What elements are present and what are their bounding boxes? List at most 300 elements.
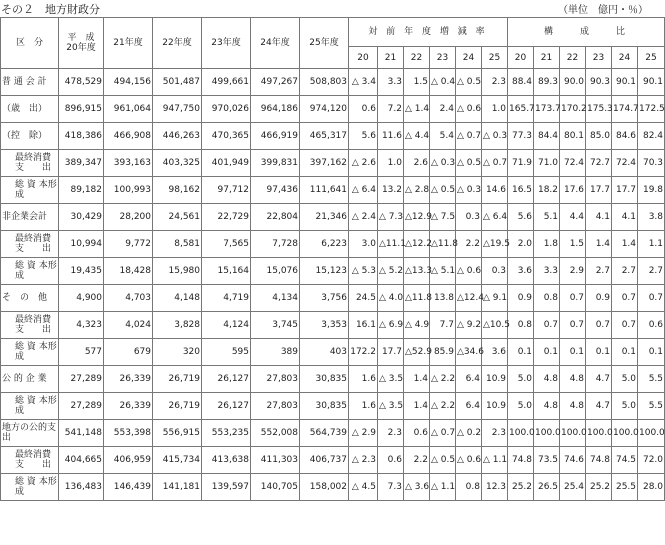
change-cell: △ 1.1 [430, 474, 456, 501]
ratio-cell: 100.0 [612, 420, 638, 447]
value-cell: 136,483 [59, 474, 104, 501]
change-cell: 2.3 [482, 69, 508, 96]
value-cell: 508,803 [300, 69, 349, 96]
ratio-cell: 0.1 [508, 339, 534, 366]
change-cell: 2.3 [378, 420, 404, 447]
value-cell: 15,076 [251, 258, 300, 285]
ratio-cell: 173.7 [534, 96, 560, 123]
ratio-cell: 19.8 [638, 177, 665, 204]
value-cell: 97,436 [251, 177, 300, 204]
value-cell: 564,739 [300, 420, 349, 447]
change-cell: △ 3.5 [378, 393, 404, 420]
ratio-cell: 100.0 [560, 420, 586, 447]
change-cell: △13.3 [404, 258, 430, 285]
row-label: 普 通 会 計 [1, 69, 59, 96]
change-cell: 0.6 [404, 420, 430, 447]
table-row [1, 258, 665, 285]
ratio-cell: 3.8 [638, 204, 665, 231]
value-cell: 7,728 [251, 231, 300, 258]
row-label: そ の 他 [1, 285, 59, 312]
value-cell: 30,835 [300, 366, 349, 393]
ratio-cell: 2.9 [560, 258, 586, 285]
ratio-cell: 0.1 [534, 339, 560, 366]
value-cell: 964,186 [251, 96, 300, 123]
ratio-cell: 90.0 [560, 69, 586, 96]
value-cell: 466,908 [104, 123, 153, 150]
ratio-cell: 72.4 [560, 150, 586, 177]
value-cell: 413,638 [202, 447, 251, 474]
header-ratio-year: 24 [612, 47, 638, 69]
value-cell: 6,223 [300, 231, 349, 258]
value-cell: 4,124 [202, 312, 251, 339]
change-cell: △ 0.3 [482, 123, 508, 150]
value-cell: 100,993 [104, 177, 153, 204]
value-cell: 974,120 [300, 96, 349, 123]
value-cell: 19,435 [59, 258, 104, 285]
header-ratio-year: 23 [586, 47, 612, 69]
value-cell: 140,705 [251, 474, 300, 501]
change-cell: △ 6.9 [378, 312, 404, 339]
value-cell: 4,900 [59, 285, 104, 312]
ratio-cell: 89.3 [534, 69, 560, 96]
ratio-cell: 5.0 [612, 393, 638, 420]
header-change-year: 25 [482, 47, 508, 69]
change-cell: △ 2.8 [404, 177, 430, 204]
header-ratio-group: 構 成 比 [508, 18, 665, 47]
change-cell: △ 0.7 [456, 123, 482, 150]
change-cell: △11.8 [404, 285, 430, 312]
ratio-cell: 25.2 [586, 474, 612, 501]
ratio-cell: 74.5 [612, 447, 638, 474]
header-year: 平 成 20年度 [59, 18, 104, 69]
ratio-cell: 0.7 [638, 285, 665, 312]
value-cell: 15,980 [153, 258, 202, 285]
change-cell: 1.6 [349, 366, 378, 393]
value-cell: 403,325 [153, 150, 202, 177]
ratio-cell: 2.7 [638, 258, 665, 285]
change-cell: △52.9 [404, 339, 430, 366]
change-cell: △ 1.4 [404, 96, 430, 123]
value-cell: 26,719 [153, 366, 202, 393]
row-label: 最終消費支 出 [1, 447, 59, 474]
change-cell: 12.3 [482, 474, 508, 501]
ratio-cell: 0.1 [586, 339, 612, 366]
value-cell: 411,303 [251, 447, 300, 474]
ratio-cell: 77.3 [508, 123, 534, 150]
change-cell: △ 4.0 [378, 285, 404, 312]
ratio-cell: 3.3 [534, 258, 560, 285]
ratio-cell: 72.7 [586, 150, 612, 177]
value-cell: 320 [153, 339, 202, 366]
change-cell: △ 4.4 [404, 123, 430, 150]
change-cell: △ 5.1 [430, 258, 456, 285]
change-cell: △ 2.6 [349, 150, 378, 177]
change-cell: 1.4 [404, 366, 430, 393]
value-cell: 403 [300, 339, 349, 366]
header-change-year: 23 [430, 47, 456, 69]
table-row [1, 123, 665, 150]
ratio-cell: 0.9 [586, 285, 612, 312]
change-cell: 172.2 [349, 339, 378, 366]
value-cell: 970,026 [202, 96, 251, 123]
ratio-cell: 73.5 [534, 447, 560, 474]
ratio-cell: 26.5 [534, 474, 560, 501]
ratio-cell: 0.8 [534, 285, 560, 312]
ratio-cell: 5.0 [612, 366, 638, 393]
value-cell: 415,734 [153, 447, 202, 474]
change-cell: 2.3 [482, 420, 508, 447]
ratio-cell: 18.2 [534, 177, 560, 204]
table-row [1, 474, 665, 501]
row-label: 非企業会計 [1, 204, 59, 231]
header-year: 22年度 [153, 18, 202, 69]
value-cell: 470,365 [202, 123, 251, 150]
value-cell: 553,398 [104, 420, 153, 447]
value-cell: 494,156 [104, 69, 153, 96]
ratio-cell: 1.8 [534, 231, 560, 258]
ratio-cell: 100.0 [508, 420, 534, 447]
header-change-group: 対 前 年 度 増 減 率 [349, 18, 508, 47]
change-cell: 1.6 [349, 393, 378, 420]
table-row [1, 231, 665, 258]
value-cell: 27,803 [251, 366, 300, 393]
row-label: 総 資 本形 成 [1, 339, 59, 366]
table-row [1, 69, 665, 96]
table-row [1, 150, 665, 177]
header-year: 21年度 [104, 18, 153, 69]
ratio-cell: 5.6 [508, 204, 534, 231]
change-cell: △ 6.4 [482, 204, 508, 231]
ratio-cell: 4.4 [560, 204, 586, 231]
ratio-cell: 100.0 [586, 420, 612, 447]
change-cell: 11.6 [378, 123, 404, 150]
change-cell: 0.6 [378, 447, 404, 474]
ratio-cell: 25.4 [560, 474, 586, 501]
change-cell: △ 0.2 [456, 420, 482, 447]
change-cell: △ 2.2 [430, 366, 456, 393]
ratio-cell: 1.4 [586, 231, 612, 258]
header-change-year: 21 [378, 47, 404, 69]
header-change-year: 22 [404, 47, 430, 69]
change-cell: △ 9.1 [482, 285, 508, 312]
change-cell: 2.4 [430, 96, 456, 123]
change-cell: △ 4.5 [349, 474, 378, 501]
value-cell: 389,347 [59, 150, 104, 177]
ratio-cell: 174.7 [612, 96, 638, 123]
value-cell: 3,745 [251, 312, 300, 339]
change-cell: △ 0.5 [456, 150, 482, 177]
change-cell: △ 3.4 [349, 69, 378, 96]
ratio-cell: 5.1 [534, 204, 560, 231]
value-cell: 27,803 [251, 393, 300, 420]
value-cell: 389 [251, 339, 300, 366]
ratio-cell: 0.1 [638, 339, 665, 366]
change-cell: 0.3 [456, 204, 482, 231]
change-cell: 3.6 [482, 339, 508, 366]
value-cell: 4,134 [251, 285, 300, 312]
ratio-cell: 4.8 [560, 393, 586, 420]
table-row [1, 96, 665, 123]
table-row [1, 447, 665, 474]
change-cell: △ 0.6 [456, 447, 482, 474]
value-cell: 27,289 [59, 393, 104, 420]
change-cell: △ 0.3 [430, 150, 456, 177]
value-cell: 465,317 [300, 123, 349, 150]
change-cell: 16.1 [349, 312, 378, 339]
value-cell: 22,804 [251, 204, 300, 231]
change-cell: 7.7 [430, 312, 456, 339]
header-year: 25年度 [300, 18, 349, 69]
change-cell: 6.4 [456, 393, 482, 420]
value-cell: 111,641 [300, 177, 349, 204]
value-cell: 896,915 [59, 96, 104, 123]
ratio-cell: 4.7 [586, 366, 612, 393]
value-cell: 947,750 [153, 96, 202, 123]
change-cell: △ 2.9 [349, 420, 378, 447]
ratio-cell: 90.1 [638, 69, 665, 96]
value-cell: 3,828 [153, 312, 202, 339]
ratio-cell: 74.8 [586, 447, 612, 474]
ratio-cell: 17.6 [560, 177, 586, 204]
table-row [1, 420, 665, 447]
change-cell: △12.9 [404, 204, 430, 231]
change-cell: 0.6 [349, 96, 378, 123]
ratio-cell: 85.0 [586, 123, 612, 150]
ratio-cell: 165.7 [508, 96, 534, 123]
value-cell: 406,959 [104, 447, 153, 474]
change-cell: △ 0.5 [430, 447, 456, 474]
value-cell: 553,235 [202, 420, 251, 447]
local-finance-table [0, 17, 665, 501]
ratio-cell: 84.6 [612, 123, 638, 150]
value-cell: 595 [202, 339, 251, 366]
change-cell: 6.4 [456, 366, 482, 393]
ratio-cell: 4.8 [534, 366, 560, 393]
header-change-year: 20 [349, 47, 378, 69]
table-body [1, 69, 665, 501]
change-cell: 0.3 [482, 258, 508, 285]
change-cell: △ 1.1 [482, 447, 508, 474]
ratio-cell: 4.8 [560, 366, 586, 393]
change-cell: △ 6.4 [349, 177, 378, 204]
value-cell: 9,772 [104, 231, 153, 258]
value-cell: 501,487 [153, 69, 202, 96]
value-cell: 406,737 [300, 447, 349, 474]
ratio-cell: 0.7 [534, 312, 560, 339]
change-cell: △ 0.5 [430, 177, 456, 204]
value-cell: 3,353 [300, 312, 349, 339]
ratio-cell: 0.1 [560, 339, 586, 366]
change-cell: 3.0 [349, 231, 378, 258]
value-cell: 141,181 [153, 474, 202, 501]
ratio-cell: 25.2 [508, 474, 534, 501]
change-cell: 3.3 [378, 69, 404, 96]
value-cell: 10,994 [59, 231, 104, 258]
change-cell: △ 0.7 [430, 420, 456, 447]
header-year: 24年度 [251, 18, 300, 69]
change-cell: △ 9.2 [456, 312, 482, 339]
change-cell: 2.2 [456, 231, 482, 258]
value-cell: 401,949 [202, 150, 251, 177]
row-label: （歳 出） [1, 96, 59, 123]
ratio-cell: 100.0 [534, 420, 560, 447]
change-cell: △ 0.6 [456, 258, 482, 285]
ratio-cell: 0.9 [508, 285, 534, 312]
change-cell: △10.5 [482, 312, 508, 339]
change-cell: △19.5 [482, 231, 508, 258]
unit-note: （単位 億円・％） [558, 5, 648, 16]
ratio-cell: 0.8 [508, 312, 534, 339]
value-cell: 97,712 [202, 177, 251, 204]
value-cell: 393,163 [104, 150, 153, 177]
change-cell: 13.8 [430, 285, 456, 312]
ratio-cell: 2.7 [586, 258, 612, 285]
row-label: （控 除） [1, 123, 59, 150]
change-cell: △ 3.5 [378, 366, 404, 393]
header-year: 23年度 [202, 18, 251, 69]
change-cell: △ 2.4 [349, 204, 378, 231]
change-cell: 2.2 [404, 447, 430, 474]
ratio-cell: 80.1 [560, 123, 586, 150]
ratio-cell: 3.6 [508, 258, 534, 285]
table-row [1, 312, 665, 339]
value-cell: 15,123 [300, 258, 349, 285]
ratio-cell: 90.1 [612, 69, 638, 96]
change-cell: 10.9 [482, 393, 508, 420]
ratio-cell: 4.1 [586, 204, 612, 231]
change-cell: 24.5 [349, 285, 378, 312]
change-cell: 5.6 [349, 123, 378, 150]
ratio-cell: 170.2 [560, 96, 586, 123]
value-cell: 3,756 [300, 285, 349, 312]
change-cell: △ 0.6 [456, 96, 482, 123]
ratio-cell: 0.7 [612, 285, 638, 312]
row-label: 最終消費支 出 [1, 150, 59, 177]
row-label: 総 資 本形 成 [1, 258, 59, 285]
change-cell: 85.9 [430, 339, 456, 366]
value-cell: 26,127 [202, 393, 251, 420]
ratio-cell: 2.0 [508, 231, 534, 258]
ratio-cell: 172.5 [638, 96, 665, 123]
value-cell: 577 [59, 339, 104, 366]
header-ratio-year: 21 [534, 47, 560, 69]
value-cell: 146,439 [104, 474, 153, 501]
page-title: その２ 地方財政分 [1, 3, 100, 16]
change-cell: △ 0.7 [482, 150, 508, 177]
change-cell: 17.7 [378, 339, 404, 366]
ratio-cell: 4.8 [534, 393, 560, 420]
table-row [1, 366, 665, 393]
row-label: 最終消費支 出 [1, 231, 59, 258]
ratio-cell: 0.7 [560, 285, 586, 312]
table-row [1, 393, 665, 420]
value-cell: 541,148 [59, 420, 104, 447]
change-cell: △11.8 [430, 231, 456, 258]
value-cell: 4,024 [104, 312, 153, 339]
change-cell: △ 7.5 [430, 204, 456, 231]
value-cell: 8,581 [153, 231, 202, 258]
ratio-cell: 5.0 [508, 366, 534, 393]
value-cell: 30,429 [59, 204, 104, 231]
value-cell: 18,428 [104, 258, 153, 285]
change-cell: △ 2.3 [349, 447, 378, 474]
change-cell: △ 3.6 [404, 474, 430, 501]
ratio-cell: 72.0 [638, 447, 665, 474]
change-cell: △34.6 [456, 339, 482, 366]
value-cell: 497,267 [251, 69, 300, 96]
value-cell: 4,703 [104, 285, 153, 312]
change-cell: △ 5.2 [378, 258, 404, 285]
ratio-cell: 5.5 [638, 393, 665, 420]
change-cell: 1.0 [482, 96, 508, 123]
ratio-cell: 0.1 [612, 339, 638, 366]
value-cell: 418,386 [59, 123, 104, 150]
ratio-cell: 4.7 [586, 393, 612, 420]
ratio-cell: 88.4 [508, 69, 534, 96]
ratio-cell: 2.7 [612, 258, 638, 285]
table-row [1, 204, 665, 231]
value-cell: 556,915 [153, 420, 202, 447]
value-cell: 30,835 [300, 393, 349, 420]
value-cell: 21,346 [300, 204, 349, 231]
change-cell: △11.1 [378, 231, 404, 258]
row-label: 最終消費支 出 [1, 312, 59, 339]
ratio-cell: 28.0 [638, 474, 665, 501]
value-cell: 158,002 [300, 474, 349, 501]
ratio-cell: 90.3 [586, 69, 612, 96]
change-cell: △ 7.3 [378, 204, 404, 231]
change-cell: △ 0.5 [456, 69, 482, 96]
change-cell: 7.3 [378, 474, 404, 501]
header-category: 区 分 [1, 18, 59, 69]
ratio-cell: 0.7 [560, 312, 586, 339]
ratio-cell: 1.4 [612, 231, 638, 258]
ratio-cell: 70.3 [638, 150, 665, 177]
ratio-cell: 16.5 [508, 177, 534, 204]
ratio-cell: 72.4 [612, 150, 638, 177]
value-cell: 26,339 [104, 366, 153, 393]
value-cell: 552,008 [251, 420, 300, 447]
header-change-year: 24 [456, 47, 482, 69]
ratio-cell: 100.0 [638, 420, 665, 447]
change-cell: 5.4 [430, 123, 456, 150]
value-cell: 22,729 [202, 204, 251, 231]
row-label: 総 資 本形 成 [1, 393, 59, 420]
value-cell: 478,529 [59, 69, 104, 96]
change-cell: △ 0.4 [430, 69, 456, 96]
value-cell: 139,597 [202, 474, 251, 501]
ratio-cell: 17.7 [612, 177, 638, 204]
ratio-cell: 74.6 [560, 447, 586, 474]
value-cell: 24,561 [153, 204, 202, 231]
change-cell: 2.6 [404, 150, 430, 177]
value-cell: 15,164 [202, 258, 251, 285]
ratio-cell: 4.1 [612, 204, 638, 231]
value-cell: 4,323 [59, 312, 104, 339]
header-ratio-year: 22 [560, 47, 586, 69]
ratio-cell: 74.8 [508, 447, 534, 474]
change-cell: 10.9 [482, 366, 508, 393]
table-row [1, 177, 665, 204]
change-cell: △ 2.2 [430, 393, 456, 420]
ratio-cell: 0.7 [586, 312, 612, 339]
value-cell: 89,182 [59, 177, 104, 204]
value-cell: 28,200 [104, 204, 153, 231]
table-row [1, 339, 665, 366]
header-ratio-year: 25 [638, 47, 665, 69]
change-cell: 1.4 [404, 393, 430, 420]
change-cell: 13.2 [378, 177, 404, 204]
